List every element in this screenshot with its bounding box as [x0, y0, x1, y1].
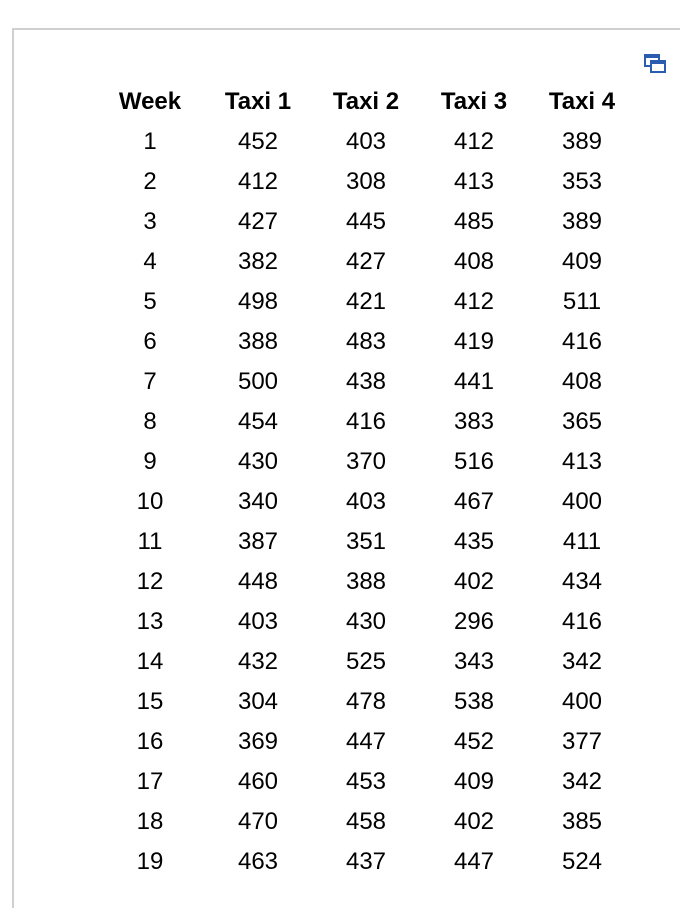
cell-taxi-2: 447 — [345, 728, 387, 755]
cell-taxi-1: 460 — [237, 768, 279, 795]
cell-week: 12 — [136, 568, 164, 595]
cell-taxi-4: 416 — [561, 328, 603, 355]
cell-taxi-3: 516 — [453, 448, 495, 475]
cell-taxi-4: 411 — [562, 528, 602, 555]
cell-week: 18 — [136, 808, 164, 835]
cell-taxi-1: 500 — [237, 368, 279, 395]
cell-taxi-2: 525 — [345, 648, 387, 675]
cell-taxi-2: 416 — [345, 408, 387, 435]
table-row — [96, 522, 636, 562]
cell-taxi-3: 402 — [453, 808, 495, 835]
cell-taxi-3: 409 — [453, 768, 495, 795]
cell-taxi-4: 385 — [561, 808, 603, 835]
cell-week: 8 — [143, 408, 157, 435]
cell-week: 10 — [136, 488, 164, 515]
cell-week: 9 — [143, 448, 157, 475]
cell-taxi-4: 409 — [561, 248, 603, 275]
cell-taxi-1: 427 — [237, 208, 279, 235]
cell-taxi-2: 388 — [345, 568, 387, 595]
header-taxi-2: Taxi 2 — [332, 88, 400, 115]
cell-week: 19 — [136, 848, 164, 875]
cell-week: 6 — [143, 328, 157, 355]
table-body — [96, 122, 636, 882]
cell-taxi-3: 412 — [453, 128, 495, 155]
cell-week: 16 — [136, 728, 164, 755]
cell-week: 3 — [143, 208, 157, 235]
cell-week: 11 — [137, 528, 163, 555]
cell-taxi-4: 389 — [561, 208, 603, 235]
cell-taxi-1: 369 — [237, 728, 279, 755]
cell-taxi-3: 413 — [453, 168, 495, 195]
cell-taxi-1: 388 — [237, 328, 279, 355]
table-row — [96, 602, 636, 642]
header-taxi-1: Taxi 1 — [224, 88, 292, 115]
cell-taxi-2: 403 — [345, 128, 387, 155]
cell-week: 1 — [143, 128, 157, 155]
cell-taxi-3: 452 — [453, 728, 495, 755]
cell-taxi-3: 441 — [453, 368, 495, 395]
cell-taxi-2: 403 — [345, 488, 387, 515]
cell-taxi-3: 343 — [453, 648, 495, 675]
cell-taxi-1: 470 — [237, 808, 279, 835]
table-row — [96, 162, 636, 202]
cell-week: 7 — [143, 368, 157, 395]
cell-taxi-2: 458 — [345, 808, 387, 835]
table-row — [96, 722, 636, 762]
cell-taxi-2: 438 — [345, 368, 387, 395]
cell-taxi-4: 365 — [561, 408, 603, 435]
cell-taxi-4: 416 — [561, 608, 603, 635]
cell-taxi-3: 412 — [453, 288, 495, 315]
table-row — [96, 322, 636, 362]
table-row — [96, 762, 636, 802]
cell-taxi-1: 304 — [237, 688, 279, 715]
cell-taxi-3: 408 — [453, 248, 495, 275]
cell-taxi-3: 538 — [453, 688, 495, 715]
popout-window-icon-graphic — [644, 54, 666, 74]
cell-taxi-3: 402 — [453, 568, 495, 595]
cell-taxi-2: 445 — [345, 208, 387, 235]
cell-taxi-2: 351 — [345, 528, 387, 555]
cell-taxi-1: 387 — [237, 528, 279, 555]
cell-taxi-1: 412 — [237, 168, 279, 195]
table-row — [96, 802, 636, 842]
cell-taxi-2: 478 — [345, 688, 387, 715]
table-row — [96, 562, 636, 602]
table-row — [96, 842, 636, 882]
cell-taxi-3: 447 — [453, 848, 495, 875]
table-header-row — [96, 82, 636, 122]
cell-taxi-3: 435 — [453, 528, 495, 555]
header-week: Week — [118, 88, 182, 115]
cell-week: 4 — [143, 248, 157, 275]
cell-week: 5 — [143, 288, 157, 315]
cell-taxi-1: 463 — [237, 848, 279, 875]
cell-taxi-1: 340 — [237, 488, 279, 515]
cell-taxi-2: 430 — [345, 608, 387, 635]
cell-taxi-4: 434 — [561, 568, 603, 595]
table-row — [96, 682, 636, 722]
cell-taxi-2: 421 — [345, 288, 387, 315]
table-row — [96, 282, 636, 322]
cell-taxi-4: 342 — [561, 768, 603, 795]
cell-taxi-4: 511 — [562, 288, 602, 315]
cell-week: 15 — [136, 688, 164, 715]
cell-taxi-4: 389 — [561, 128, 603, 155]
cell-taxi-1: 432 — [237, 648, 279, 675]
cell-taxi-2: 483 — [345, 328, 387, 355]
table-row — [96, 442, 636, 482]
header-taxi-4: Taxi 4 — [548, 88, 616, 115]
cell-taxi-2: 453 — [345, 768, 387, 795]
cell-taxi-2: 427 — [345, 248, 387, 275]
cell-taxi-4: 342 — [561, 648, 603, 675]
table-row — [96, 482, 636, 522]
table-row — [96, 122, 636, 162]
cell-taxi-3: 296 — [453, 608, 495, 635]
cell-taxi-4: 353 — [561, 168, 603, 195]
cell-taxi-2: 308 — [345, 168, 387, 195]
cell-taxi-1: 430 — [237, 448, 279, 475]
cell-taxi-1: 448 — [237, 568, 279, 595]
cell-taxi-1: 454 — [237, 408, 279, 435]
cell-taxi-2: 437 — [345, 848, 387, 875]
cell-taxi-3: 485 — [453, 208, 495, 235]
cell-taxi-4: 524 — [561, 848, 603, 875]
cell-taxi-1: 498 — [237, 288, 279, 315]
cell-taxi-4: 400 — [561, 688, 603, 715]
table-row — [96, 362, 636, 402]
cell-taxi-4: 413 — [561, 448, 603, 475]
table-row — [96, 402, 636, 442]
cell-taxi-1: 382 — [237, 248, 279, 275]
cell-taxi-3: 467 — [453, 488, 495, 515]
cell-week: 17 — [136, 768, 164, 795]
cell-week: 14 — [136, 648, 164, 675]
table-row — [96, 242, 636, 282]
cell-taxi-2: 370 — [345, 448, 387, 475]
header-taxi-3: Taxi 3 — [440, 88, 508, 115]
table-row — [96, 202, 636, 242]
taxi-data-table — [96, 82, 636, 882]
popout-window-icon[interactable] — [644, 54, 666, 74]
cell-taxi-4: 408 — [561, 368, 603, 395]
cell-taxi-4: 400 — [561, 488, 603, 515]
cell-taxi-3: 383 — [453, 408, 495, 435]
cell-week: 13 — [136, 608, 164, 635]
table-row — [96, 642, 636, 682]
cell-week: 2 — [143, 168, 157, 195]
cell-taxi-4: 377 — [561, 728, 603, 755]
cell-taxi-3: 419 — [453, 328, 495, 355]
cell-taxi-1: 452 — [237, 128, 279, 155]
cell-taxi-1: 403 — [237, 608, 279, 635]
